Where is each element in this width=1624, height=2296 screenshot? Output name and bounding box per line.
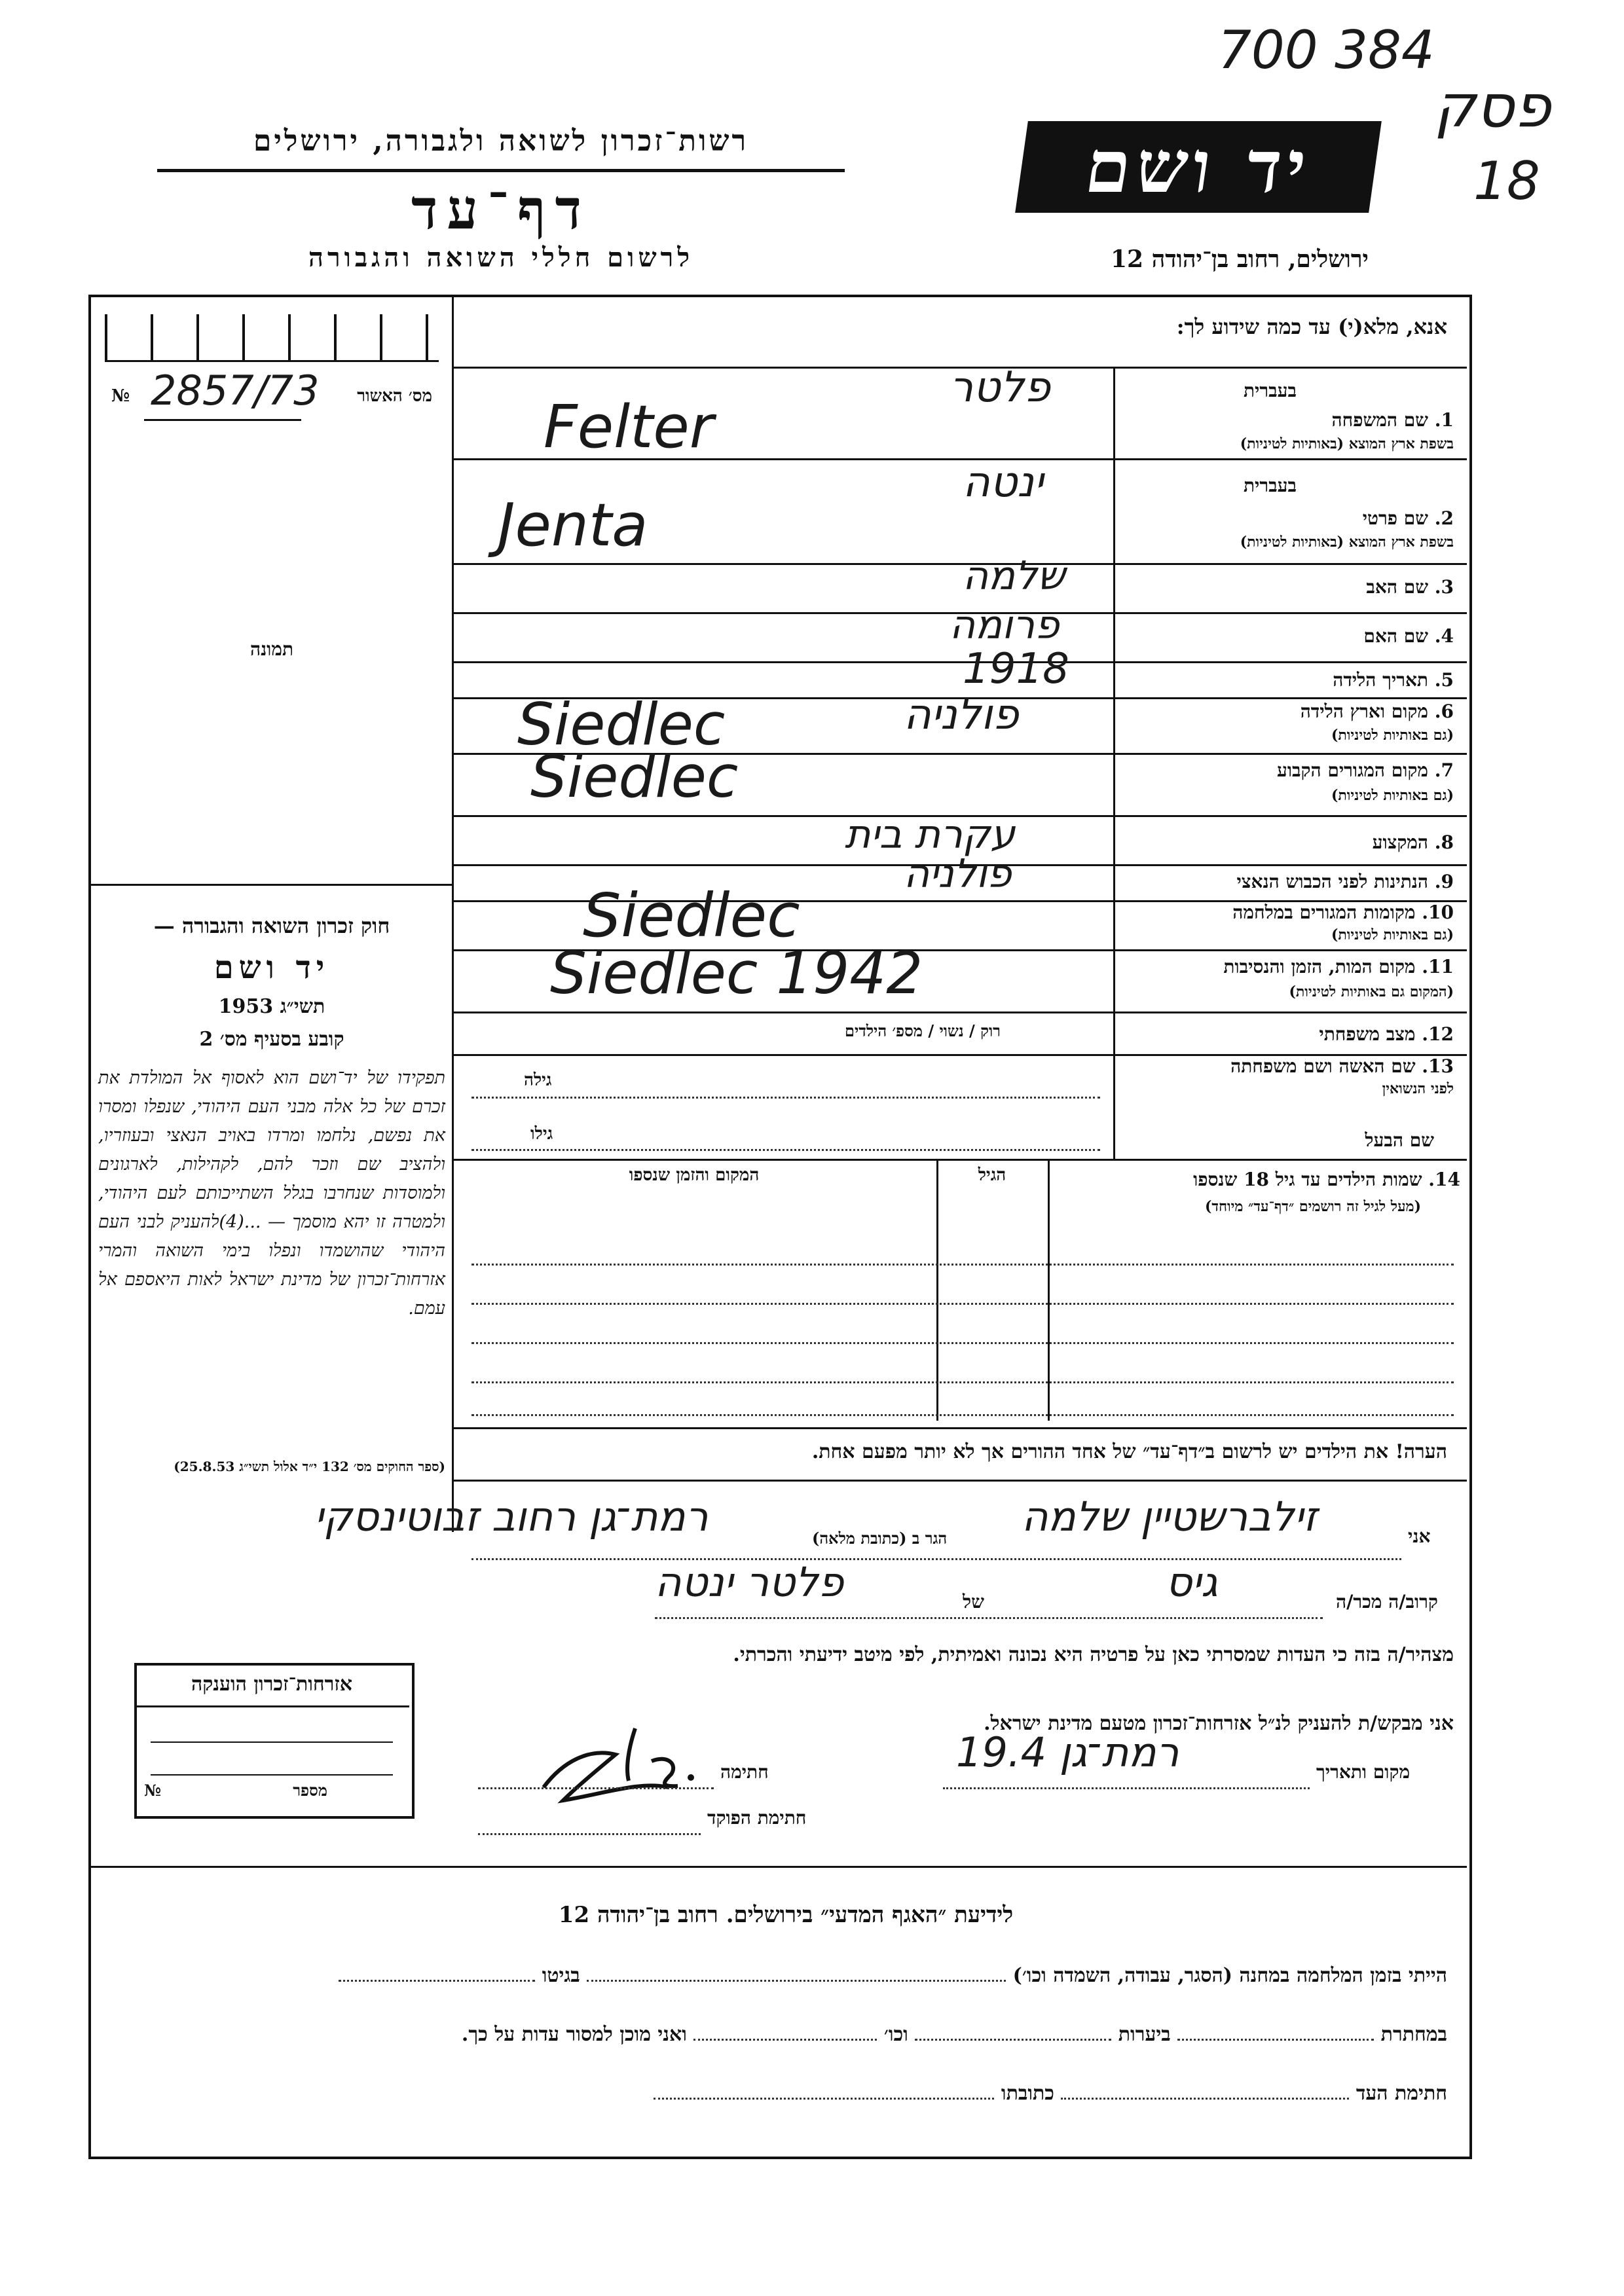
law-title: חוק זכרון השואה והגבורה —: [153, 913, 390, 938]
field-label-text: שם האשה ושם משפחתה: [1230, 1055, 1416, 1077]
field-label: [1232, 902, 1454, 924]
field-death-place: [452, 939, 1467, 1013]
field-sub: (המקום גם באותיות לטיניות): [1289, 983, 1454, 1000]
etc-label: וכו׳: [883, 2023, 908, 2046]
age-label: גילה: [524, 1070, 552, 1090]
field-number: 7.: [1434, 759, 1454, 781]
field-label-text: הנתינות לפני הכבוש הנאצי: [1236, 871, 1429, 892]
field-number: 13.: [1422, 1055, 1454, 1077]
field-label-text: מקום המגורים הקבוע: [1277, 759, 1429, 781]
place-date-value[interactable]: רמת־גן 19.4: [956, 1728, 1179, 1776]
citizenship-box-title: אזרחות־זכרון הוענקה: [191, 1673, 353, 1696]
signature-label: חתימה: [720, 1761, 769, 1783]
forests-label: ביערות: [1118, 2023, 1171, 2046]
field-number: 12.: [1422, 1023, 1454, 1045]
camp-input[interactable]: [587, 1980, 1006, 1982]
field-number: 8.: [1434, 831, 1454, 853]
field-label: [1319, 1023, 1454, 1046]
form-title: דף־עד: [411, 177, 591, 242]
ghetto-label: בגיטו: [542, 1964, 580, 1987]
footer-title: לידיעת ״האגף המדעי״ בירושלים. רחוב בן־יהודה 12: [558, 1902, 1014, 1928]
value-hebrew[interactable]: פלטר: [950, 363, 1050, 412]
registry-number: 2857/73: [151, 367, 320, 414]
field-marital-status: [452, 1011, 1467, 1056]
value-latin[interactable]: Siedlec: [583, 881, 800, 951]
of-label: של: [963, 1591, 984, 1613]
children-subtitle: (מעל לגיל זה רושמים ״דף־עד״ מיוחד): [1204, 1198, 1421, 1215]
field-number: 10.: [1422, 902, 1454, 923]
etc-input[interactable]: [693, 2039, 877, 2041]
law-source: (ספר החוקים מס׳ 132 י״ד אלול תשי״ג 25.8.53): [174, 1459, 445, 1474]
age-label: גילו: [530, 1124, 553, 1144]
field-sub: (גם באותיות לטיניות): [1331, 787, 1454, 804]
field-number: 5.: [1434, 669, 1454, 691]
col-age-header: הגיל: [978, 1165, 1006, 1185]
child-row[interactable]: [471, 1381, 1454, 1383]
col-place-header: המקום והזמן שנספו: [629, 1165, 760, 1185]
field-residence: [452, 743, 1467, 817]
field-mother-name: [452, 602, 1467, 663]
children-num: 14.: [1428, 1169, 1460, 1190]
citizenship-request: אני מבקש/ת להעניק לנ״ל אזרחות־זכרון מטעם מדינת ישראל.: [984, 1712, 1454, 1735]
field-label-text: שם פרטי: [1362, 507, 1429, 529]
field-label-text: מקום וארץ הלידה: [1300, 701, 1429, 722]
witness-signature-label: חתימת העד: [1356, 2082, 1447, 2105]
ghetto-input[interactable]: [339, 1980, 535, 1982]
field-label-text: מקום המות, הזמן והנסיבות: [1223, 956, 1416, 977]
child-row[interactable]: [471, 1414, 1454, 1416]
field-family-name: [452, 363, 1467, 462]
law-clause: קובע בסעיף מס׳ 2: [199, 1028, 344, 1051]
photo-label: תמונה: [249, 638, 294, 660]
field-label: [1363, 507, 1454, 530]
registry-ticks: [105, 314, 439, 362]
field-label: [1366, 576, 1454, 598]
relative-of-value[interactable]: פלטר ינטה: [655, 1558, 844, 1606]
value-hebrew[interactable]: 1918: [963, 645, 1069, 693]
value-hebrew[interactable]: עקרת בית: [845, 812, 1016, 858]
declarant-name[interactable]: זילברשטיין שלמה: [1022, 1493, 1318, 1540]
willing-testify: ואני מוכן למסור עדות על כך.: [461, 2023, 687, 2046]
underground-input[interactable]: [1177, 2039, 1374, 2041]
field-label: [1332, 409, 1454, 431]
field-number: 9.: [1434, 871, 1454, 892]
underground-label: במחתרת: [1380, 2023, 1447, 2046]
value-latin[interactable]: Siedlec 1942: [550, 939, 923, 1007]
field-label: [1373, 831, 1454, 854]
official-signature-label: חתימת הפוקד: [707, 1807, 807, 1829]
field-number: 1.: [1434, 409, 1454, 431]
law-text: תפקידו של יד־ושם הוא לאסוף אל המולדת את זכרם של כל אלה מבני העם היהודי, שנפלו ומסרו את נפשם, נלחמו ומרדו באויב הנאצי ובעוזריו, ולהציב שם וזכר להם, לקהילות, לארגונים ולמוסדות שנחרבו בגלל השתייכותם לעם היהודי, ולמטרה זו יהא מוסמך — ...(4)להעניק לבני העם היהודי שהושמדו ונפלו בימי השואה והמרי אזרחות־זכרון של מדינת ישראל לאות היאספם אל עמם.: [98, 1068, 445, 1319]
witness-address-label: כתובתו: [1001, 2082, 1054, 2105]
field-label: [1223, 956, 1454, 978]
truth-statement: מצהיר/ה בזה כי העדות שמסרתי כאן על פרטיה היא נכונה ואמיתית, לפי מיטב ידיעתי והכרתי.: [733, 1643, 1454, 1666]
field-number: 3.: [1434, 576, 1454, 598]
intro-text: אנא, מלא(י) עד כמה שידוע לך:: [1176, 314, 1447, 339]
form-subtitle: לרשום חללי השואה והגבורה: [308, 242, 694, 273]
camp-label: הייתי בזמן המלחמה במחנה (הסגר, עבודה, השמדה וכו׳): [1012, 1964, 1447, 1987]
field-wife-name: [452, 1054, 1467, 1110]
field-label-text: שם המשפחה: [1331, 409, 1429, 431]
field-number: 4.: [1434, 625, 1454, 647]
field-sub: (גם באותיות לטיניות): [1331, 727, 1454, 744]
footer-line-2: [111, 2023, 1447, 2046]
value-hebrew[interactable]: פולניה: [904, 851, 1012, 897]
children-note: הערה! את הילדים יש לרשום ב״דף־עד״ של אחד ההורים אך לא יותר מפעם אחת.: [811, 1440, 1447, 1463]
field-label-text: מקומות המגורים במלחמה: [1232, 902, 1416, 923]
value-latin[interactable]: Felter: [544, 393, 714, 462]
authority-name: רשות־זכרון לשואה ולגבורה, ירושלים: [253, 124, 749, 158]
address-value[interactable]: רמת־גן רחוב זבוטינסקי: [314, 1493, 709, 1540]
field-label: [1237, 871, 1454, 893]
yad-vashem-logo: [1015, 121, 1382, 213]
registry-no-mark: №: [111, 386, 130, 406]
citizenship-number-label: מספר: [293, 1781, 327, 1800]
place-date-label: מקום ותאריך: [1316, 1761, 1411, 1783]
field-label-text: שם האב: [1366, 576, 1429, 598]
footer-line-1: [111, 1964, 1447, 1987]
field-sub: לפני הנשואין: [1382, 1080, 1454, 1097]
handwritten-signature-icon: [537, 1709, 707, 1820]
registry-label: מס׳ האשור: [357, 386, 432, 406]
declarant-label: אני: [1408, 1525, 1431, 1547]
field-label-text: מצב משפחתי: [1319, 1023, 1416, 1045]
field-label: [1230, 1055, 1454, 1078]
forests-input[interactable]: [915, 2039, 1111, 2041]
witness-address-input[interactable]: [654, 2098, 994, 2100]
side-annotation: פסק: [1434, 72, 1551, 141]
field-number: 2.: [1434, 507, 1454, 529]
field-sub: (גם באותיות לטיניות): [1331, 926, 1454, 943]
value-latin[interactable]: Jenta: [498, 491, 648, 560]
hebrew-tag: בעברית: [1243, 475, 1297, 496]
field-first-name: [452, 458, 1467, 565]
address-label: הגר ב (כתובת מלאה): [812, 1529, 948, 1548]
citizenship-no-mark: №: [144, 1781, 162, 1800]
signature-image[interactable]: [537, 1709, 707, 1820]
value-hebrew[interactable]: שלמה: [963, 553, 1065, 599]
institution-address: ירושלים, רחוב בן־יהודה 12: [1110, 246, 1369, 273]
footer-line-3: [111, 2082, 1447, 2105]
field-sub: בשפת ארץ המוצא (באותיות לטיניות): [1240, 534, 1454, 551]
child-row[interactable]: [471, 1303, 1454, 1305]
field-number: 6.: [1434, 701, 1454, 722]
value-latin[interactable]: Siedlec: [517, 691, 726, 758]
field-label-text: תאריך הלידה: [1333, 669, 1429, 691]
field-label: [1333, 669, 1454, 691]
children-title: [1054, 1169, 1460, 1191]
field-label: [1301, 701, 1454, 723]
value-hebrew[interactable]: פרומה: [950, 602, 1060, 648]
field-label: שם הבעל: [1365, 1129, 1434, 1151]
hebrew-tag: בעברית: [1243, 380, 1297, 401]
witness-signature-input[interactable]: [1061, 2098, 1349, 2100]
logo-text: יד ושם: [1080, 124, 1317, 209]
child-row[interactable]: [471, 1264, 1454, 1266]
archive-number-annotation: 700 384: [1218, 20, 1435, 81]
relative-value[interactable]: גיס: [1166, 1558, 1218, 1606]
field-label: [1277, 759, 1454, 782]
value-latin[interactable]: Siedlec: [530, 743, 739, 811]
relative-label: קרוב/ה מכר/ה: [1336, 1591, 1438, 1613]
law-name: יד ושם: [213, 949, 330, 986]
child-row[interactable]: [471, 1342, 1454, 1344]
value-hebrew[interactable]: פולניה: [904, 691, 1019, 739]
marital-options[interactable]: רוק / נשוי / מספ׳ הילדים: [845, 1021, 1001, 1040]
side-annotation-number: 18: [1473, 151, 1540, 211]
field-label: [1363, 625, 1454, 647]
field-sub: בשפת ארץ המוצא (באותיות לטיניות): [1240, 435, 1454, 452]
field-label-text: שם האם: [1363, 625, 1429, 647]
value-hebrew[interactable]: ינטה: [963, 458, 1044, 507]
law-year: תשי״ג 1953: [218, 995, 325, 1018]
field-number: 11.: [1422, 956, 1454, 977]
field-husband-name: [452, 1110, 1467, 1161]
field-label-text: המקצוע: [1372, 831, 1429, 853]
children-title-text: שמות הילדים עד גיל 18 שנספו: [1193, 1169, 1422, 1190]
